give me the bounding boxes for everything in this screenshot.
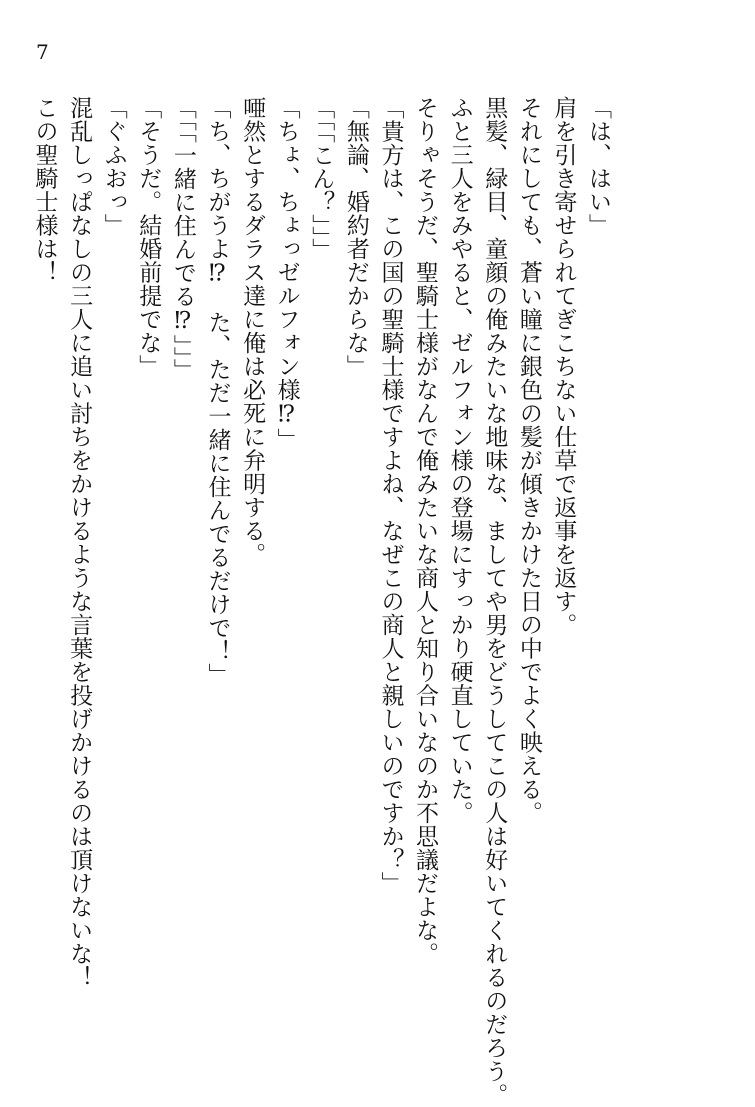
text-line: 黒髪、緑目、童顔の俺みたいな地味な、ましてや男をどうしてこの人は好いてくれるのだろう。	[481, 96, 508, 1107]
text-line: 「貴方は、この国の聖騎士様ですよね、なぜこの商人と親しいのですか？」	[377, 96, 404, 895]
text-line: 「ぐふおっ」	[100, 96, 127, 237]
text-line: ふと三人をみやると、ゼルフォン様の登場にすっかり硬直していた。	[446, 96, 473, 825]
text-line: 「そうだ。結婚前提でな」	[135, 96, 162, 378]
text-line: 混乱しっぱなしの三人に追い討ちをかけるような言葉を投げかけるのは頂けないな！	[66, 96, 93, 989]
text-line: 「「「こん？」」」	[308, 96, 335, 262]
text-line: 「は、はい」	[585, 96, 611, 237]
text-line: 肩を引き寄せられてぎこちない仕草で返事を返す。	[550, 96, 577, 637]
body-text	[27, 96, 615, 1107]
text-line: 「「「一緒に住んでる⁉」」」	[169, 96, 196, 382]
page-number: 7	[36, 40, 49, 64]
text-line: 「ち、ちがうよ⁉ た、ただ一緒に住んでるだけで！」	[204, 96, 231, 687]
text-line: 「ちょ、ちょっゼルフォン様⁉」	[273, 96, 300, 452]
text-line: 唖然とするダラス達に俺は必死に弁明する。	[239, 96, 266, 566]
text-line: そりゃそうだ、聖騎士様がなんで俺みたいな商人と知り合いなのか不思議だよな。	[412, 96, 439, 966]
text-line: この聖騎士様は！	[31, 96, 58, 284]
text-line: それにしても、蒼い瞳に銀色の髪が傾きかけた日の中でよく映える。	[515, 96, 542, 825]
text-line: 「無論、婚約者だからな」	[342, 96, 369, 378]
